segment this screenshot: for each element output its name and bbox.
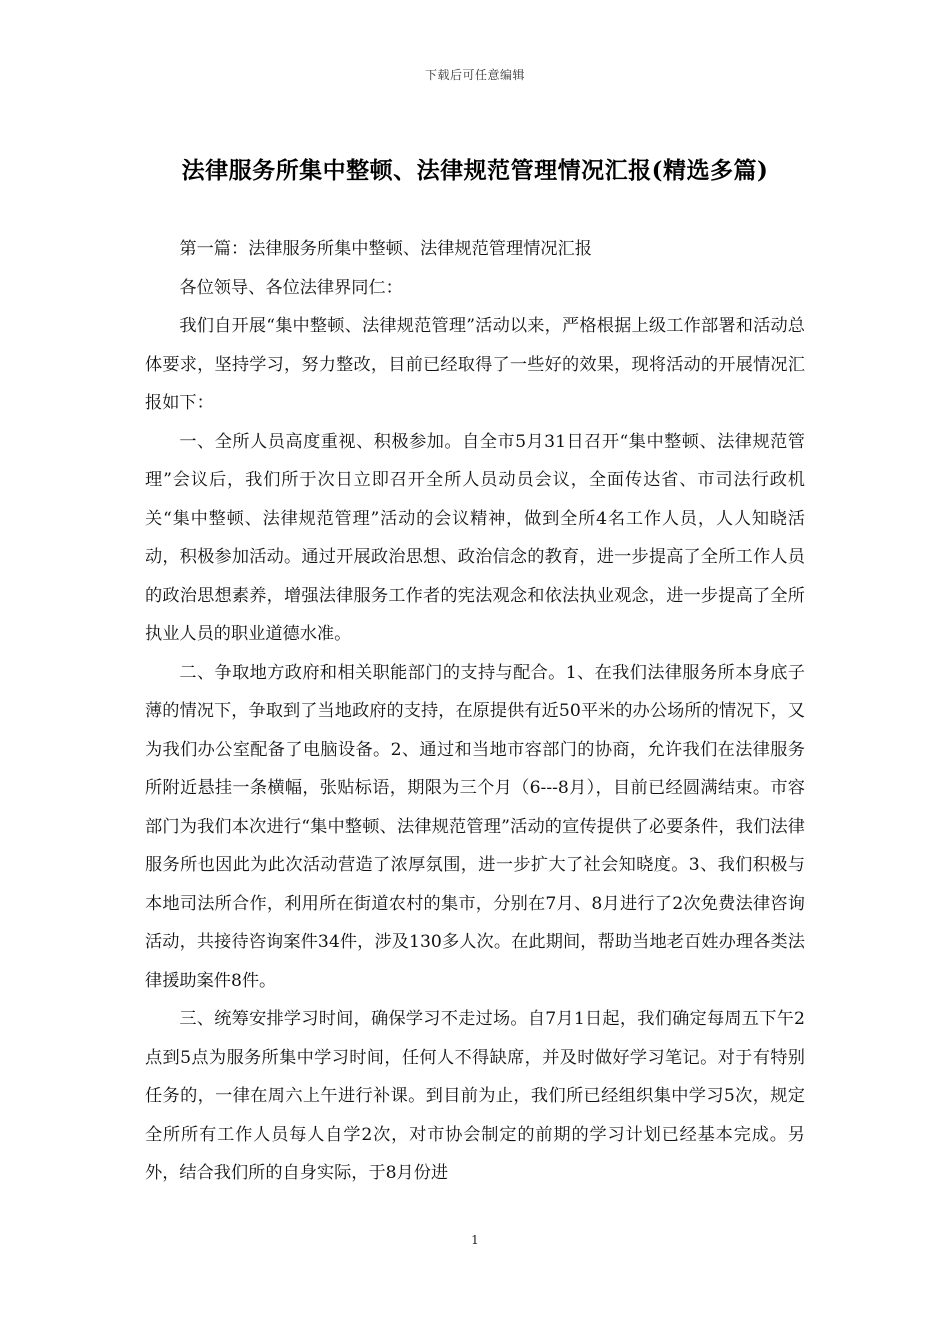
body-paragraph: 一、全所人员高度重视、积极参加。自全市5月31日召开“集中整顿、法律规范管理”会议后，我们所于次日立即召开全所人员动员会议，全面传达省、市司法行政机关“集中整顿、法律规范管理”活动的会议精神，做到全所4名工作人员，人人知晓活动，积极参加活动。通过开展政治思想、政治信念的教育，进一步提高了全所工作人员的政治思想素养，增强法律服务工作者的宪法观念和依法执业观念，进一步提高了全所执业人员的职业道德水准。 bbox=[145, 431, 805, 644]
body-paragraph: 二、争取地方政府和相关职能部门的支持与配合。1、在我们法律服务所本身底子薄的情况下，争取到了当地政府的支持，在原提供有近50平米的办公场所的情况下，又为我们办公室配备了电脑设备。2、通过和当地市容部门的协商，允许我们在法律服务所附近悬挂一条横幅，张贴标语，期限为三个月（6---8月），目前已经圆满结束。市容部门为我们本次进行“集中整顿、法律规范管理”活动的宣传提供了必要条件，我们法律服务所也因此为此次活动营造了浓厚氛围，进一步扩大了社会知晓度。3、我们积极与本地司法所合作，利用所在街道农村的集市，分别在7月、8月进行了2次免费法律咨询活动，共接待咨询案件34件，涉及130多人次。在此期间，帮助当地老百姓办理各类法律援助案件8件。 bbox=[145, 662, 805, 991]
page-header-note: 下载后可任意编辑 bbox=[424, 68, 525, 82]
page-number: 1 bbox=[471, 1233, 479, 1247]
salutation: 各位领导、各位法律界同仁： bbox=[179, 277, 403, 298]
section-heading: 第一篇：法律服务所集中整顿、法律规范管理情况汇报 bbox=[179, 239, 592, 259]
document-body bbox=[145, 230, 805, 1193]
body-paragraph: 三、统筹安排学习时间，确保学习不走过场。自7月1日起，我们确定每周五下午2点到5点为服务所集中学习时间，任何人不得缺席，并及时做好学习笔记。对于有特别任务的，一律在周六上午进行补课。到目前为止，我们所已经组织集中学习5次，规定全所所有工作人员每人自学2次，对市协会制定的前期的学习计划已经基本完成。另外，结合我们所的自身实际，于8月份进 bbox=[145, 1009, 805, 1183]
body-paragraph: 我们自开展“集中整顿、法律规范管理”活动以来，严格根据上级工作部署和活动总体要求，坚持学习，努力整改，目前已经取得了一些好的效果，现将活动的开展情况汇报如下： bbox=[145, 316, 805, 413]
document-title: 法律服务所集中整顿、法律规范管理情况汇报(精选多篇) bbox=[181, 157, 769, 184]
